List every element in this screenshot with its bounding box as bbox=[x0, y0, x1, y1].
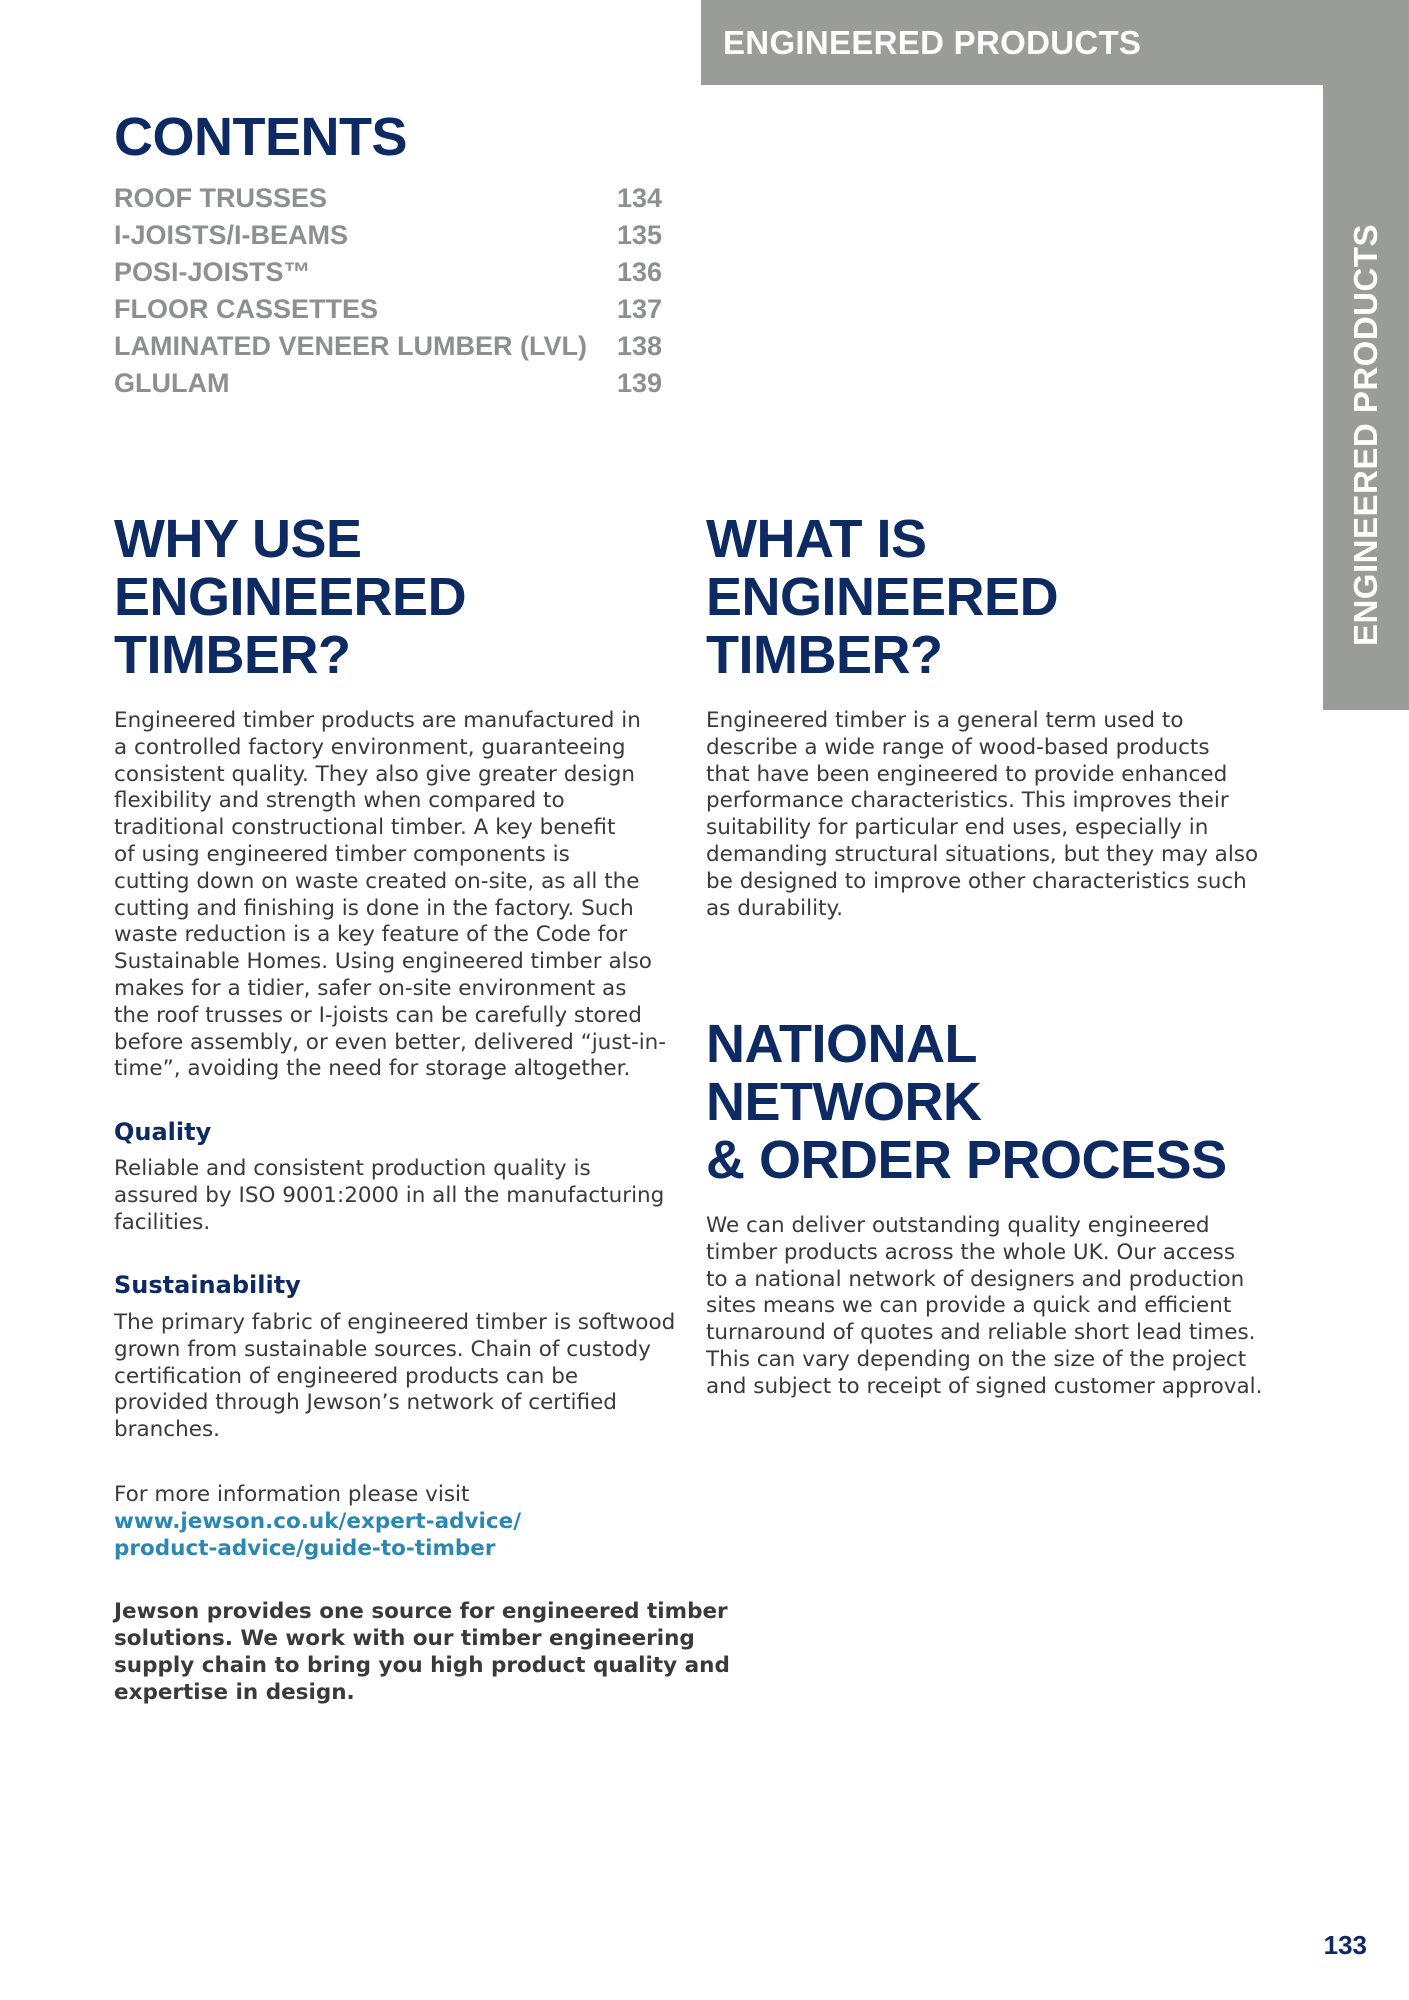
toc-entry-page: 136 bbox=[616, 257, 662, 287]
toc-entry-label: LAMINATED VENEER LUMBER (LVL) bbox=[114, 331, 587, 361]
toc-entry[interactable] bbox=[114, 328, 662, 365]
why-use-body-line: Engineered timber products are manufactured in bbox=[114, 708, 641, 733]
why-use-body-line: before assembly, or even better, delivered “just-in- bbox=[114, 1029, 667, 1055]
why-use-body-line: flexibility and strength when compared to bbox=[114, 788, 565, 814]
closing-statement-line: supply chain to bring you high product quality and bbox=[114, 1653, 730, 1678]
side-section-tab bbox=[1323, 85, 1409, 710]
national-network-title-line: & ORDER PROCESS bbox=[706, 1130, 1227, 1190]
why-use-body-line: consistent quality. They also give greater design bbox=[114, 761, 636, 787]
closing-statement-line: solutions. We work with our timber engineering bbox=[114, 1626, 695, 1651]
section-header-label: ENGINEERED PRODUCTS bbox=[723, 24, 1142, 61]
what-is-body-line: performance characteristics. This improves their bbox=[706, 788, 1229, 814]
toc-entry[interactable] bbox=[114, 254, 662, 291]
toc-entry[interactable] bbox=[114, 291, 662, 328]
why-use-title-line: TIMBER? bbox=[114, 625, 351, 685]
toc-entry-page: 137 bbox=[616, 294, 662, 324]
quality-body bbox=[114, 1156, 664, 1236]
what-is-body-line: that have been engineered to provide enhanced bbox=[706, 761, 1228, 787]
what-is-title-line: WHAT IS bbox=[706, 509, 927, 569]
what-is-title bbox=[706, 510, 1058, 684]
national-network-body-line: This can vary depending on the size of the project bbox=[706, 1346, 1247, 1372]
sustainability-body-line: The primary fabric of engineered timber is softwood bbox=[114, 1310, 676, 1335]
why-use-body-line: cutting down on waste created on-site, as all the bbox=[114, 868, 640, 894]
contents-title: CONTENTS bbox=[114, 107, 407, 167]
guide-to-timber-link[interactable] bbox=[114, 1509, 521, 1563]
why-use-body-line: waste reduction is a key feature of the Code for bbox=[114, 922, 628, 948]
toc-entry-label: I-JOISTS/I-BEAMS bbox=[114, 220, 349, 250]
toc-entry[interactable] bbox=[114, 180, 662, 217]
toc-entry-page: 134 bbox=[616, 183, 662, 213]
toc-entry-label: FLOOR CASSETTES bbox=[114, 294, 379, 324]
closing-statement-line: expertise in design. bbox=[114, 1680, 355, 1705]
sustainability-body-line: certification of engineered products can be bbox=[114, 1363, 579, 1389]
what-is-body-line: suitability for particular end uses, especially in bbox=[706, 815, 1209, 841]
national-network-body-line: turnaround of quotes and reliable short lead times. bbox=[706, 1320, 1256, 1346]
toc-entry-label: POSI-JOISTS™ bbox=[114, 257, 311, 287]
national-network-body bbox=[706, 1213, 1262, 1401]
sustainability-body-line: branches. bbox=[114, 1417, 220, 1443]
what-is-body-line: be designed to improve other characteristics such bbox=[706, 868, 1247, 894]
why-use-body-line: Sustainable Homes. Using engineered timber also bbox=[114, 949, 652, 975]
toc-entry-label: ROOF TRUSSES bbox=[114, 183, 328, 213]
quality-body-line: Reliable and consistent production quality is bbox=[114, 1156, 591, 1181]
toc-entry-page: 139 bbox=[616, 368, 662, 398]
why-use-body-line: a controlled factory environment, guaranteeing bbox=[114, 734, 626, 760]
sustainability-body-line: grown from sustainable sources. Chain of custody bbox=[114, 1336, 651, 1362]
toc-entry[interactable] bbox=[114, 365, 662, 402]
sustainability-body bbox=[114, 1310, 675, 1444]
why-use-body-line: cutting and finishing is done in the factory. Such bbox=[114, 895, 634, 921]
what-is-body-line: demanding structural situations, but they may also bbox=[706, 841, 1259, 867]
why-use-title bbox=[114, 510, 466, 684]
side-section-tab-label: ENGINEERED PRODUCTS bbox=[1347, 223, 1384, 647]
guide-to-timber-link-line: product-advice/guide-to-timber bbox=[114, 1535, 496, 1561]
sustainability-heading: Sustainability bbox=[114, 1271, 301, 1299]
closing-statement-line: Jewson provides one source for engineered timber bbox=[114, 1599, 728, 1624]
why-use-title-line: WHY USE bbox=[114, 509, 362, 569]
toc-entry[interactable] bbox=[114, 217, 662, 254]
what-is-title-line: TIMBER? bbox=[706, 625, 943, 685]
guide-to-timber-link-line: www.jewson.co.uk/expert-advice/ bbox=[114, 1509, 522, 1534]
what-is-body-line: describe a wide range of wood-based products bbox=[706, 734, 1210, 760]
national-network-body-line: We can deliver outstanding quality engineered bbox=[706, 1213, 1210, 1238]
quality-body-line: facilities. bbox=[114, 1209, 211, 1235]
section-header-bar bbox=[701, 0, 1409, 85]
toc-entry-label: GLULAM bbox=[114, 368, 230, 398]
why-use-body-line: traditional constructional timber. A key benefit bbox=[114, 815, 616, 841]
quality-heading: Quality bbox=[114, 1118, 212, 1146]
what-is-body-line: Engineered timber is a general term used to bbox=[706, 708, 1184, 733]
national-network-body-line: and subject to receipt of signed customer approval. bbox=[706, 1373, 1263, 1399]
why-use-body-line: makes for a tidier, safer on-site environment as bbox=[114, 975, 627, 1001]
national-network-title-line: NATIONAL bbox=[706, 1014, 977, 1074]
national-network-body-line: sites means we can provide a quick and efficient bbox=[706, 1293, 1232, 1319]
table-of-contents bbox=[114, 180, 662, 402]
why-use-body-line: the roof trusses or I-joists can be carefully stored bbox=[114, 1002, 642, 1028]
toc-entry-page: 135 bbox=[616, 220, 662, 250]
why-use-body-line: of using engineered timber components is bbox=[114, 841, 570, 867]
quality-body-line: assured by ISO 9001:2000 in all the manufacturing bbox=[114, 1182, 665, 1208]
page-number: 133 bbox=[1323, 1930, 1367, 1960]
national-network-body-line: timber products across the whole UK. Our access bbox=[706, 1239, 1236, 1265]
why-use-body bbox=[114, 708, 666, 1083]
toc-entry-page: 138 bbox=[616, 331, 662, 361]
sustainability-body-line: provided through Jewson’s network of certified bbox=[114, 1390, 617, 1416]
national-network-title bbox=[706, 1015, 1227, 1189]
why-use-title-line: ENGINEERED bbox=[114, 567, 467, 627]
more-info-text: For more information please visit bbox=[114, 1482, 470, 1507]
what-is-title-line: ENGINEERED bbox=[706, 567, 1059, 627]
national-network-title-line: NETWORK bbox=[706, 1072, 982, 1132]
national-network-body-line: to a national network of designers and production bbox=[706, 1266, 1245, 1292]
why-use-body-line: time”, avoiding the need for storage altogether. bbox=[114, 1056, 631, 1082]
closing-statement bbox=[114, 1598, 730, 1706]
what-is-body bbox=[706, 708, 1258, 922]
what-is-body-line: as durability. bbox=[706, 895, 843, 921]
